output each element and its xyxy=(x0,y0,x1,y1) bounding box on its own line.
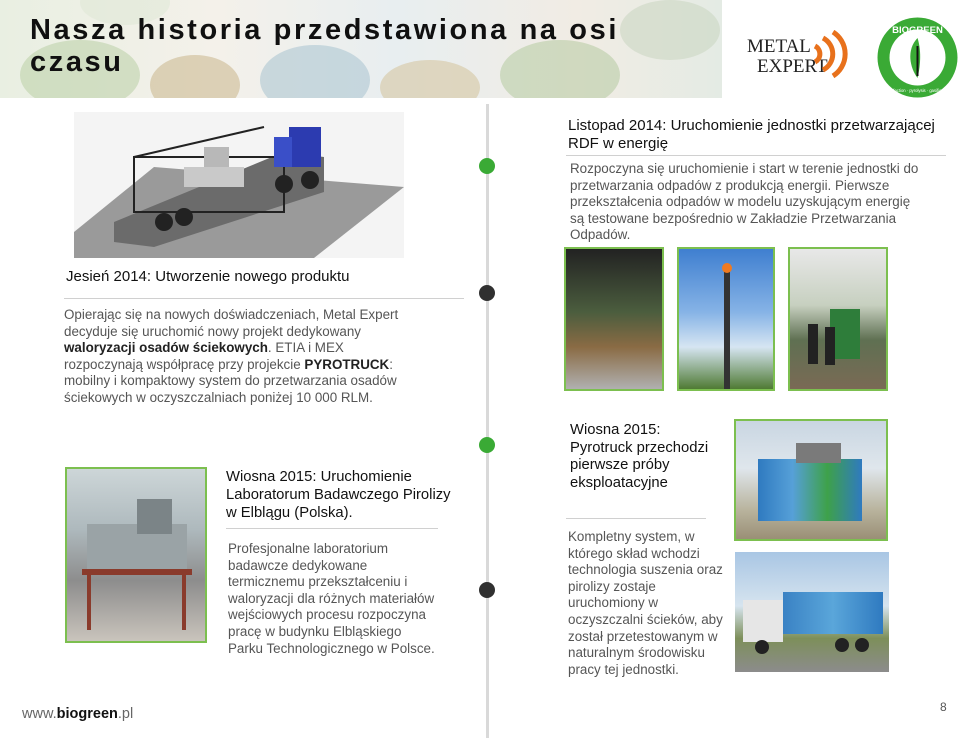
footer-suffix: .pl xyxy=(117,706,134,722)
event-body-spring2015-truck: Kompletny system, w którego skład wchodzi technologia suszenia oraz pirolizy zostaje uruchomiony w oczyszczalni ścieków, aby został przetestowanym w naturalnym środowisku pracy tej jednostki. xyxy=(568,529,723,677)
text-run: : mobilny i kompaktowy system do przetwarzania osadów ściekowych w oczyszczalniach poniżej 10 000 RLM. xyxy=(64,356,397,405)
divider xyxy=(566,155,946,156)
event-title-spring2015-truck: Wiosna 2015: Pyrotruck przechodzi pierwsze próby eksploatacyjne xyxy=(570,422,709,491)
event-title-autumn2014: Jesień 2014: Utworzenie nowego produktu xyxy=(66,268,350,285)
pyrolysis-lab-photo xyxy=(65,467,207,643)
footer-brand: biogreen xyxy=(56,706,118,722)
event-body-spring2015-lab: Profesjonalne laboratorium badawcze dedykowane termicznemu przekształceniu i waloryzacji dla różnych materiałów wejściowych procesu rozpoczyna pracę w budynku Elbląskiego Parku Technologicznego w Polsce. xyxy=(228,541,435,656)
flare-stack-photo xyxy=(677,247,775,391)
divider xyxy=(64,298,464,299)
page-number: 8 xyxy=(940,700,947,714)
logo-text-metal: METAL xyxy=(747,36,811,57)
text-run: . ETIA i MEX rozpoczynają współpracę przy projekcie xyxy=(64,340,344,372)
event-body-nov2014: Rozpoczyna się uruchomienie i start w terenie jednostki do przetwarzania odpadów z produkcją energii. Pierwsze przekształcenia odpadów w modelu uzyskującym energię są testowane bezpośrednio w Zakładzie Przetwarzania Odpadów. xyxy=(570,161,919,243)
pyrotruck-container-photo xyxy=(734,419,888,541)
page-title: Nasza historia przedstawiona na osi czasu xyxy=(30,14,619,78)
text-run: Opierając się na nowych doświadczeniach, Metal Expert decyduje się uruchomić nowy projekt dedykowany xyxy=(64,307,399,339)
timeline-dot-green xyxy=(479,437,495,453)
footer-prefix: www. xyxy=(22,706,57,722)
text-bold: waloryzacji osadów ściekowych xyxy=(64,340,268,356)
timeline-line xyxy=(486,104,489,738)
timeline-dot-dark xyxy=(479,285,495,301)
trailer-render-image xyxy=(74,112,404,258)
logo-text-expert: EXPERT xyxy=(757,56,828,77)
logo-text-tagline: torrefaction · pyrolysis · gasification xyxy=(884,88,951,93)
divider xyxy=(566,518,706,519)
event-body-autumn2014 xyxy=(64,307,414,407)
event-title-nov2014: Listopad 2014: Uruchomienie jednostki przetwarzającej RDF w energię xyxy=(568,117,935,152)
pyrotruck-transport-photo xyxy=(735,552,889,672)
timeline-dot-green xyxy=(479,158,495,174)
metal-expert-logo xyxy=(745,30,855,80)
biogreen-logo xyxy=(876,16,959,99)
divider xyxy=(226,528,438,529)
tent-hall-photo xyxy=(788,247,888,391)
rdf-unit-interior-photo xyxy=(564,247,664,391)
event-title-spring2015-lab: Wiosna 2015: Uruchomienie Laboratorum Badawczego Pirolizy w Elblągu (Polska). xyxy=(226,469,451,521)
text-bold: PYROTRUCK xyxy=(304,356,390,372)
logo-text-biogreen: BIOGREEN xyxy=(892,25,943,36)
footer-website-link[interactable] xyxy=(22,706,133,722)
timeline-dot-dark xyxy=(479,582,495,598)
